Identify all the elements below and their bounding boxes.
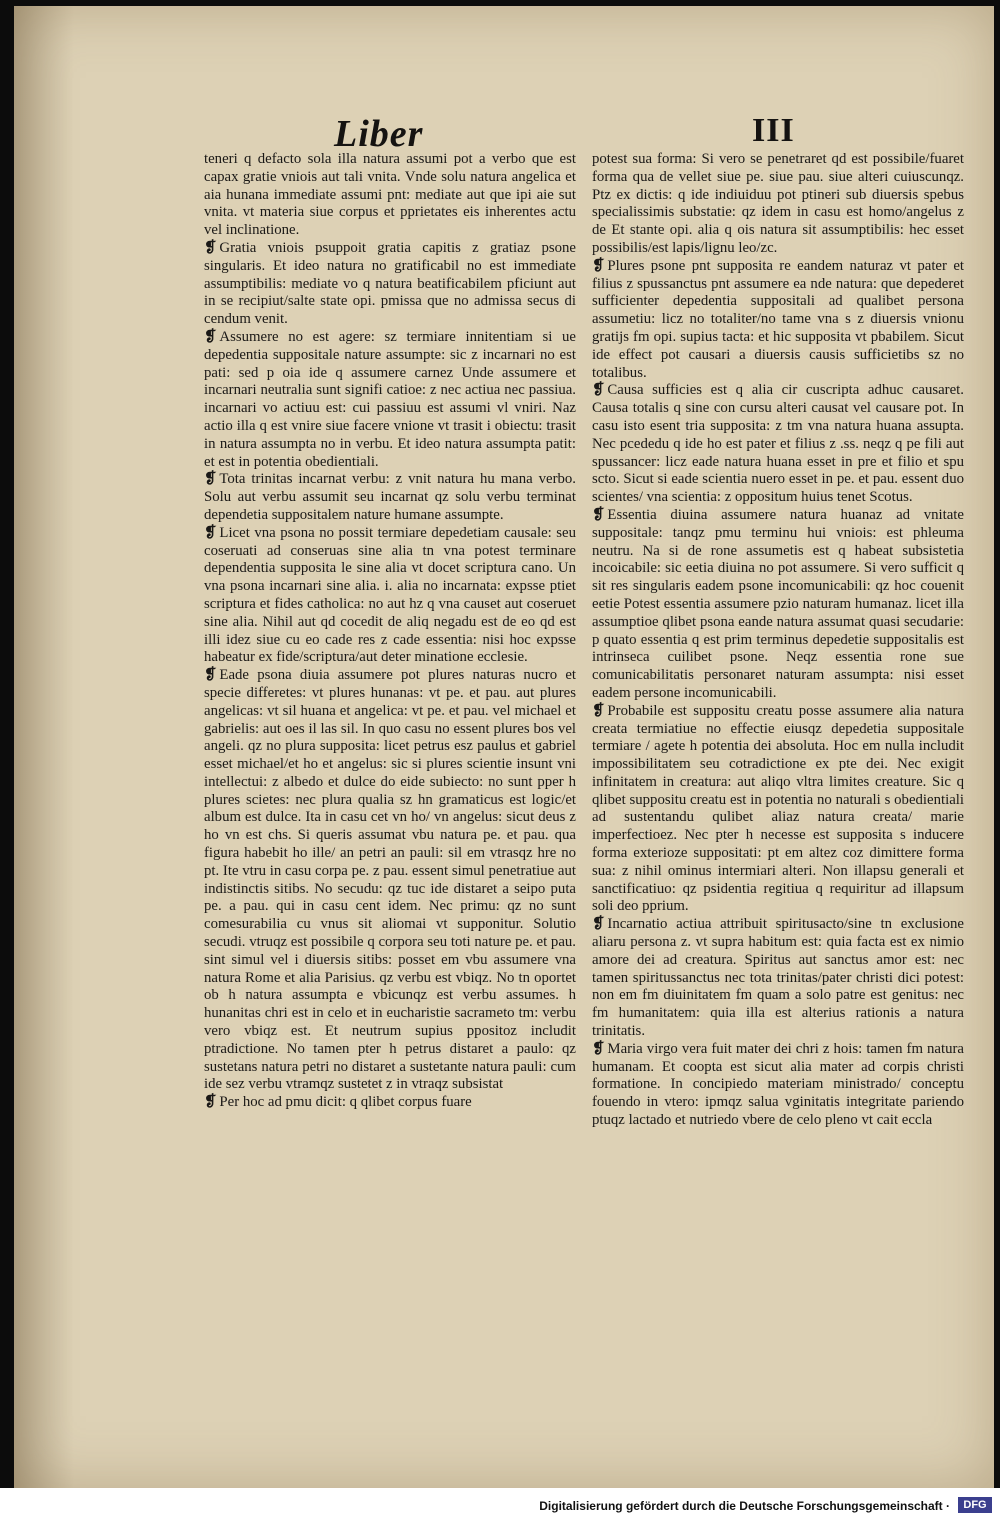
paragraph: ❡ Licet vna psona no possit termiare depedetiam causale: seu coseruati ad conseruas sine alia tn vna potest terminare dependentia supposita le sine alia vt docet scriptura cano. Un vna psona incarnari sine alia. i. alia no incarnata: expsse ptiet scriptura et fides catholica: no aut hz q vna causet aut coseruet sine alia. Nihil aut qd cocedit de aliq negadu est de eo qd est illi idez siue cu eo cade res z cade essentia: nisi hoc expsse habeatur ex fide/scriptura/aut deter minatione ecclesie. <box>204 525 576 667</box>
paragraph: ❡ Causa sufficies est q alia cir cuscripta adhuc causaret. Causa totalis q sine con cursu alteri causat vel causare pot. In casu isto esent tria supposita: z tm vna natura huana assupta. Nec pcededu q ide ho est pater et filius z .ss. neqz q pe fili aut spussancer: licz eade natura huana esset in pre et filio et spu scto. Sicut si eade scientia nuero esset in pe. et pau. essent duo scientes/ vna scientia: z oppositum huius tenet Scotus. <box>592 382 964 507</box>
paragraph: ❡ Per hoc ad pmu dicit: q qlibet corpus fuare <box>204 1094 576 1112</box>
paragraph: ❡ Tota trinitas incarnat verbu: z vnit natura hu mana verbo. Solu aut verbu assumit seu incarnat qz solu verbu terminat dependetia suppositalem nature humane assumpte. <box>204 471 576 524</box>
digitization-footer <box>0 1488 1000 1525</box>
running-head-left: Liber <box>334 113 424 155</box>
paragraph: ❡ Incarnatio actiua attribuit spiritusacto/sine tn exclusione aliaru persona z. vt supra habitum est: quia facta est ex nimio amore dei ad creatura. Spiritus aut sanctus amor est: nec tamen spiritussanctus nec tota trinitas/pater christi dici potest: non em fm diuinitatem fm quam a solo patre est genitus: nec fm humanitatem: quia illa est alterius rationis a natura trinitatis. <box>592 916 964 1041</box>
paragraph: ❡ Maria virgo vera fuit mater dei chri z hois: tamen fm natura humanam. Et coopta est sicut alia mater ad corpis christi formatione. In concipiedo materiam ministrado/ conceptu fouendo in vtero: ipmqz salua vginitatis integritate pariendo ptuqz lactado et nutriedo vbere de celo pleno vt cait eccla <box>592 1041 964 1130</box>
paragraph: teneri q defacto sola illa natura assumi pot a verbo que est capax gratie vniois aut tali vnita. Vnde solu natura angelica et aia hunana immediate assumi pnt: mediate aut que ipi aie sut vnita. vt materia siue corpus et pprietates eis inherentes actu vel inclinatione. <box>204 151 576 239</box>
book-page <box>14 6 994 1488</box>
funding-notice: Digitalisierung gefördert durch die Deutsche Forschungsgemeinschaft · <box>539 1499 950 1513</box>
paragraph: ❡ Eade psona diuia assumere pot plures naturas nucro et specie differetes: vt plures hunanas: vt pe. et pau. aut plures angelicas: vt sil huana et angelica: vt pe. et pau. vel michael et gabrielis: aut oes il las sil. In quo casu no essent plures bos vel angeli. qz no plura supposita: licet petrus esz paulus et gabriel esset michael/et ho et angelus: sic si plures scientie insunt vni intellectui: z albedo et dulce do eide subiecto: no sunt pper h plures scietes: nec plura qualia sz hn gramaticus est logic/et album est dulce. Ita in casu cet vn ho/ vn angelus: sicut deus z ho vn est chs. Si queris assumat vbu natura pe. et pau. qua figura habebit ho ille/ an petri an pauli: sil em vtrasqz hre no pt. Ite vtru in casu corpa pe. z pau. essent simul penetratiue aut indistinctis sitibs. No secudu: qz tuc ide distaret a seipo puta pe. a pau. qui in casu cent idem. Nec primu: qz no sunt comesurabilia cu vnus sit aliomai vt supponitur. Solutio secudi. vtruqz est possibile q corpora seu toti nature pe. et pau. sint simul vel i diuersis sitibs: posset em vbu assumere vna natura Rome et alia Parisius. qz verbu est vbiqz. No tn oportet ob h natura assumpta e vbicunqz est verbu assumes. h hunanitas chri est in celo et in eucharistie sacrameto tm: verbu vero vbiqz est. Et neutrum supius ppositoz includit ptradictione. No tamen pter h petrus distaret a paulo: qz sustetans natura petri no distaret a sustetante natura pauli: cum ide sez verbu vtramqz sustetet z in vtraqz subsistat <box>204 667 576 1094</box>
paragraph: potest sua forma: Si vero se penetraret qd est possibile/fuaret forma qua de vellet siue pe. siue pau. siue alteri cuiuscunqz. Ptz ex dictis: q ide indiuiduu pot ptineri sub diuersis spebus specialissimis substatie: qz idem in casu est homo/angelus z de Et stante opi. alia q ois natura sit assumptibilis: hec esset possibilis/est lapis/lignu leo/zc. <box>592 151 964 256</box>
paragraph: ❡ Assumere no est agere: sz termiare innitentiam si ue depedentia suppositale nature assumpte: sic z incarnari no est pati: sed p oia ide q assumere carnez Unde assumere et incarnari neutralia sunt signifi catioe: z nec actiua nec passiua. incarnari vo actiuu est: cui passiuu est assumi vl vniri. Naz actio illa q est vnire siue facere vnione vt trasit i obiectu: trasit in natura assumpta no in verbu. Et ideo natura assumpta patit: et est in potentia obedientiali. <box>204 329 576 471</box>
dfg-logo: DFG <box>958 1497 992 1513</box>
running-head-right: III <box>752 112 795 149</box>
paragraph: ❡ Plures psone pnt supposita re eandem naturaz vt pater et filius z spussanctus pnt assumere ea nde natura: que depederet sufficienter depedentia suppositali ad qualibet persona assumetiu: licz no totaliter/no tame vna s z diuersis vnionu gratijs fm opi. supius tacta: et hic supposita vt pbabilem. Sicut ide effect pot causari a diuersis causis sufficietibs sz no totalibus. <box>592 258 964 383</box>
text-column-right <box>592 151 964 1130</box>
paragraph: ❡ Essentia diuina assumere natura huanaz ad vnitate suppositale: tanqz pmu terminu hui vniois: est phleuma neutru. Na si de rone assumetis est q habeat subsistetia incoicabile: sic eetia diuina no pot assumere. Si vero sufficit q sit res singularis eadem psone incomunicabili: qz hoc couenit eetie Potest essentia assumere pzio naturam humanaz. licet illa assumptioe qlibet psona eande natura assumat quasi secudarie: p quato essentia q est prim terminus depedetie suppositalis est intrinseca cuilibet psone. Neqz essentia rone sue comunicabilitatis personaret naturam assumpta: nisi esset eadem persone incomunicabili. <box>592 507 964 703</box>
text-column-left <box>204 151 576 1112</box>
paragraph: ❡ Gratia vniois psuppoit gratia capitis z gratiaz psone singularis. Et ideo natura no gratificabil no est immediate assumptibilis: mediate vo q natura beatificabilem pficiunt aut in se recipiut/salte state opi. pmissa que no admissa secus di cendum venit. <box>204 240 576 329</box>
paragraph: ❡ Probabile est suppositu creatu posse assumere alia natura creata termiatiue no effectie eiusqz depedetia suppositale termiare / agete h potentia dei absoluta. Hoc em nulla includit impossibilitatem seu cotradictione ex pte dei. Nec exigit infinitatem in creatura: aut aliqo vltra limites creature. Sic q qlibet suppositu creatu est in potentia no naturali s obedientiali ad sustentandu qulibet aliaz natura creata/ marie imperfectioez. Nec pter h necesse est supposita s inducere forma exterioze suppositati: pt em altez coz dimittere forma sua: z nihil ominus intermiari alteri. Non illapsu generali et sanctificatiuo: qz psidentia regitiua q requiritur ad illapsum soli deo pprium. <box>592 703 964 917</box>
